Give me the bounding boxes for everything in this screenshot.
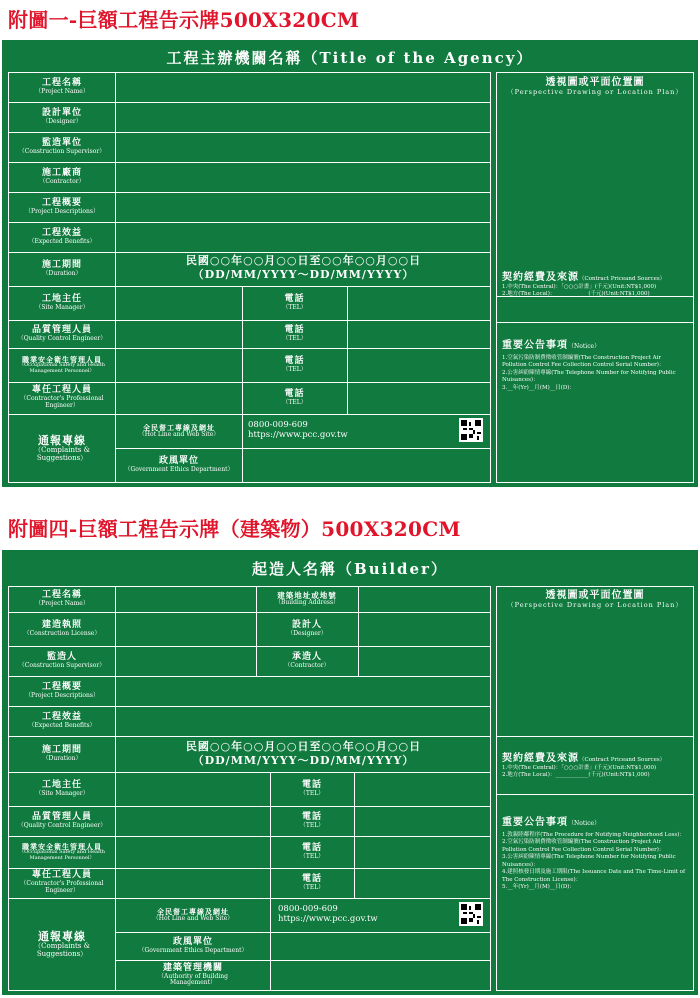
fig4-tel-label: 電話 （TEL） (299, 811, 325, 829)
fig4-notice-block: 重要公告事項（Notice） 1.敦親睦鄰程序(The Procedure for Notifying Neighborhood Loss)： 2.空氣污染防制費徵收管制編號(The Construction Project Air Pollution Control Fee Collection Control Serial Number)： 3.公害糾紛陳情專線(The Telephone Number for Notifying Public Nuisances)： 4.建照核發日期及施工期限(The Issuance Date and The Time-Limit of The Construction License)： 5.__年(Yr)__月(M)__日(D)： (502, 817, 686, 890)
fig1-label-site-manager: 工地主任 （Site Manager） (35, 293, 89, 311)
fig4-funding-line1: 1.中央(The Central)：「○○○計畫」(千元)(Unit:NT$1,000) (502, 765, 657, 771)
fig4-contractor-label: 承造人 （Contractor） (284, 651, 330, 669)
fig1-label-safety: 職業安全衛生管理人員 （Occupational Safety and Health Management Personnel） (19, 354, 105, 374)
fig1-notice-line3: 3.__年(Yr)__月(M)__日(D)： (502, 384, 575, 391)
fig4-label-supervisor: 監造人 （Construction Supervisor） (18, 651, 106, 669)
fig4-label-professional: 專任工程人員 （Contractor's Professional Engineer） (20, 870, 104, 894)
fig4-hotline-url[interactable]: https://www.pcc.gov.tw (278, 914, 378, 925)
fig4-right-panel (496, 586, 694, 991)
fig4-right-divider (496, 736, 694, 737)
fig1-tel-label: 電話 （TEL） (282, 355, 307, 373)
fig4-label-safety: 職業安全衛生管理人員 （Occupational Safety and Health Management Personnel） (19, 841, 105, 861)
fig1-tel-label: 電話 （TEL） (282, 388, 307, 406)
fig4-notice-line1: 1.敦親睦鄰程序(The Procedure for Notifying Neighborhood Loss)： (502, 832, 685, 838)
fig4-label-quality: 品質管理人員 （Quality Control Engineer） (17, 811, 107, 829)
fig4-duration-line2: （DD/MM/YYYY～DD/MM/YYYY） (192, 753, 415, 767)
figure1-sign-board (2, 40, 698, 487)
fig4-duration-line1: 民國○○年○○月○○日至○○年○○月○○日 (185, 740, 422, 753)
fig1-duration-line1: 民國○○年○○月○○日至○○年○○月○○日 (185, 254, 422, 267)
fig1-notice-line1: 1.空氣污染防制費徵收管制編號(The Construction Project Air Pollution Control Fee Collection Control Serial Number)： (502, 355, 665, 369)
fig1-label-contractor: 施工廠商 （Contractor） (39, 167, 85, 185)
fig1-funding-heading: 契約經費及來源 (502, 272, 579, 283)
figure1-caption: 附圖一-巨額工程告示牌500X320CM (8, 8, 360, 32)
fig1-tel-label: 電話 （TEL） (282, 293, 307, 311)
fig4-ethics-label: 政風單位 （Government Ethics Department） (138, 936, 248, 954)
fig1-hotline-divider (242, 414, 243, 483)
qr-code-icon (459, 418, 483, 442)
fig4-hotline-label: 全民督工專線及網址 （Hot Line and Web Site） (152, 906, 234, 922)
fig4-funding-line2: 2.地方(The Local)：____________(千元)(Unit:NT$1,000) (502, 772, 650, 779)
fig1-label-descriptions: 工程概要 （Project Descriptions） (25, 197, 99, 215)
fig4-funding-heading: 契約經費及來源 (502, 753, 579, 764)
qr-code-icon (459, 902, 483, 926)
fig4-tel-label: 電話 （TEL） (299, 779, 325, 797)
fig1-hotline-url[interactable]: https://www.pcc.gov.tw (248, 430, 348, 441)
fig1-notice-heading: 重要公告事項 (502, 340, 568, 351)
fig1-duration-value (116, 254, 491, 282)
fig4-hotline-value (278, 904, 378, 924)
fig1-tel-label: 電話 （TEL） (282, 324, 307, 342)
fig1-label-quality: 品質管理人員 （Quality Control Engineer） (17, 324, 107, 342)
fig1-funding-line1: 1.中央(The Central)：「○○○計畫」(千元)(Unit:NT$1,000) (502, 284, 657, 290)
figure1-agency-title: 工程主辦機關名稱（Title of the Agency） (166, 49, 534, 67)
fig1-tel-divider (347, 286, 348, 414)
fig1-ethics-label: 政風單位 （Government Ethics Department） (124, 456, 234, 474)
fig4-duration-value (116, 740, 491, 768)
fig1-hotline-value (248, 420, 348, 440)
fig4-label-duration: 施工期間 （Duration） (41, 744, 82, 762)
fig1-label-professional: 專任工程人員 （Contractor's Professional Engineer） (20, 385, 104, 409)
fig4-tel-label: 電話 （TEL） (299, 842, 325, 860)
fig4-label-descriptions: 工程概要 （Project Descriptions） (25, 681, 99, 699)
fig1-label-complaints: 通報專線 （Complaints & Suggestions） (34, 433, 90, 462)
fig4-funding-block: 契約經費及來源（Contract Priceand Sources） 1.中央(The Central)：「○○○計畫」(千元)(Unit:NT$1,000) 2.地方(The Local)：____________(千元)(Unit:NT$1,000) (502, 746, 690, 780)
fig1-duration-line2: （DD/MM/YYYY～DD/MM/YYYY） (192, 267, 415, 281)
fig4-authority-label: 建築管理機關 （Authority of Building Management） (158, 962, 228, 987)
fig4-right-divider (496, 794, 694, 795)
fig4-hotline-number: 0800-009-609 (278, 904, 338, 914)
fig1-label-designer: 設計單位 （Designer） (41, 107, 82, 125)
fig1-label-duration: 施工期間 （Duration） (41, 259, 82, 277)
fig4-drawing-title: 透視圖或平面位置圖 （Perspective Drawing or Location Plan） (507, 590, 683, 609)
fig1-notice-line2: 2.公害糾紛陳情專線(The Telephone Number for Notifying Public Nuisances)： (502, 369, 676, 384)
fig4-notice-line3: 3.公害糾紛陳情專線(The Telephone Number for Notifying Public Nuisances)： (502, 854, 676, 868)
fig1-label-supervisor: 監造單位 （Construction Supervisor） (18, 137, 106, 155)
fig1-notice-block: 重要公告事項（Notice） 1.空氣污染防制費徵收管制編號(The Construction Project Air Pollution Control Fee Collection Control Serial Number)： 2.公害糾紛陳情專線(The Telephone Number for Notifying Public Nuisances)： 3.__年(Yr)__月(M)__日(D)： (502, 333, 686, 392)
fig4-notice-line2: 2.空氣污染防制費徵收管制編號(The Construction Project Air Pollution Control Fee Collection Control Serial Number)： (502, 839, 665, 853)
fig1-drawing-title: 透視圖或平面位置圖 （Perspective Drawing or Location Plan） (507, 77, 683, 96)
figure4-caption: 附圖四-巨額工程告示牌（建築物）500X320CM (8, 517, 461, 541)
fig4-col-divider (358, 586, 359, 676)
fig4-address-label: 建築地址或地號 （Building Address） (274, 590, 340, 606)
fig4-notice-line5: 5.__年(Yr)__月(M)__日(D)： (502, 883, 575, 890)
fig1-hotline-number: 0800-009-609 (248, 420, 308, 430)
fig1-hotline-label: 全民督工專線及網址 （Hot Line and Web Site） (138, 422, 220, 438)
fig1-label-project-name: 工程名稱 （Project Name） (35, 77, 89, 95)
fig4-label-complaints: 通報專線 （Complaints & Suggestions） (34, 929, 90, 958)
fig4-label-project-name: 工程名稱 （Project Name） (35, 589, 89, 607)
fig4-notice-line4: 4.建照核發日期及施工期限(The Issuance Date and The Time-Limit of The Construction License)： (502, 869, 686, 883)
fig4-tel-label: 電話 （TEL） (299, 873, 325, 891)
fig4-notice-heading: 重要公告事項 (502, 817, 568, 828)
figure4-sign-board (2, 550, 698, 995)
fig1-funding-block: 契約經費及來源（Contract Priceand Sources） 1.中央(The Central)：「○○○計畫」(千元)(Unit:NT$1,000) 2.地方(The Local)：____________(千元)(Unit:NT$1,000) (502, 265, 690, 299)
fig1-right-divider (496, 322, 694, 323)
fig4-hotline-divider (270, 898, 271, 991)
fig1-funding-line2: 2.地方(The Local)：____________(千元)(Unit:NT$1,000) (502, 291, 650, 298)
fig4-label-site-manager: 工地主任 （Site Manager） (35, 779, 89, 797)
fig1-label-benefits: 工程效益 （Expected Benefits） (28, 227, 96, 245)
fig4-label-benefits: 工程效益 （Expected Benefits） (28, 711, 96, 729)
figure4-builder-title: 起造人名稱（Builder） (252, 560, 448, 578)
fig4-tel-divider (354, 772, 355, 898)
fig4-designer-label: 設計人 （Designer） (287, 619, 327, 637)
fig4-label-license: 建造執照 （Construction License） (23, 619, 101, 637)
